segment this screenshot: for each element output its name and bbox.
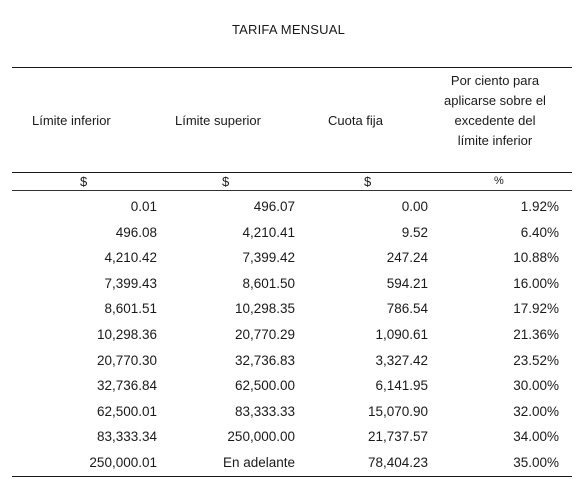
cell-percent: 6.40% [520, 224, 559, 240]
cell-upper-limit: 4,210.41 [242, 224, 295, 240]
header-upper-limit: Límite superior [175, 113, 261, 128]
cell-percent: 17.92% [513, 301, 559, 317]
cell-fixed-fee: 594.21 [386, 275, 428, 291]
cell-fixed-fee: 9.52 [401, 224, 428, 240]
cell-lower-limit: 10,298.36 [96, 326, 157, 342]
table-row [0, 400, 577, 426]
table-row [0, 349, 577, 375]
cell-percent: 32.00% [513, 403, 559, 419]
table-row [0, 451, 577, 477]
table-row [0, 374, 577, 400]
cell-upper-limit: En adelante [222, 454, 295, 470]
header-percent-line: aplicarse sobre el [444, 93, 546, 108]
cell-fixed-fee: 6,141.95 [375, 378, 428, 394]
cell-fixed-fee: 3,327.42 [375, 352, 428, 368]
currency-label-lower: $ [80, 174, 88, 189]
tariff-table-body [0, 195, 577, 477]
table-row [0, 246, 577, 272]
header-percent-line: excedente del [454, 113, 536, 128]
cell-upper-limit: 7,399.42 [242, 250, 295, 266]
cell-lower-limit: 7,399.43 [104, 275, 157, 291]
header-percent [432, 71, 558, 151]
cell-lower-limit: 62,500.01 [96, 403, 157, 419]
cell-upper-limit: 496.07 [253, 199, 295, 214]
cell-percent: 34.00% [513, 429, 559, 445]
cell-upper-limit: 62,500.00 [234, 378, 295, 394]
cell-fixed-fee: 15,070.90 [367, 403, 428, 419]
table-row [0, 195, 577, 221]
table-top-rule [12, 67, 572, 68]
table-row [0, 221, 577, 247]
currency-label-upper: $ [222, 174, 230, 189]
cell-percent: 30.00% [513, 378, 559, 394]
cell-fixed-fee: 21,737.57 [367, 429, 428, 445]
table-row [0, 425, 577, 451]
cell-lower-limit: 83,333.34 [96, 429, 157, 445]
cell-fixed-fee: 78,404.23 [367, 454, 428, 470]
cell-percent: 16.00% [513, 275, 559, 291]
table-row [0, 272, 577, 298]
cell-fixed-fee: 786.54 [386, 301, 428, 317]
currency-rule [12, 190, 572, 191]
cell-percent: 21.36% [513, 326, 559, 342]
currency-label-percent: % [494, 175, 504, 187]
cell-lower-limit: 250,000.01 [89, 454, 157, 470]
table-row [0, 297, 577, 323]
cell-lower-limit: 20,770.30 [96, 352, 157, 368]
header-percent-line: Por ciento para [450, 73, 540, 88]
currency-label-fixed: $ [364, 174, 372, 189]
cell-upper-limit: 10,298.35 [234, 301, 295, 317]
header-fixed-fee: Cuota fija [328, 113, 383, 128]
cell-percent: 1.92% [520, 199, 559, 214]
table-row [0, 323, 577, 349]
table-bottom-rule [12, 476, 572, 477]
cell-lower-limit: 0.01 [130, 199, 157, 214]
cell-upper-limit: 8,601.50 [242, 275, 295, 291]
cell-lower-limit: 32,736.84 [96, 378, 157, 394]
cell-percent: 23.52% [513, 352, 559, 368]
cell-lower-limit: 496.08 [115, 224, 157, 240]
cell-percent: 35.00% [513, 454, 559, 470]
cell-lower-limit: 4,210.42 [104, 250, 157, 266]
header-lower-limit: Límite inferior [32, 113, 111, 128]
cell-lower-limit: 8,601.51 [104, 301, 157, 317]
cell-fixed-fee: 247.24 [386, 250, 428, 266]
cell-fixed-fee: 0.00 [401, 199, 428, 214]
page-title: TARIFA MENSUAL [231, 22, 346, 37]
header-percent-line: límite inferior [457, 133, 533, 148]
cell-upper-limit: 32,736.83 [234, 352, 295, 368]
cell-percent: 10.88% [513, 250, 559, 266]
cell-upper-limit: 250,000.00 [227, 429, 295, 445]
header-rule [12, 172, 572, 173]
cell-upper-limit: 83,333.33 [234, 403, 295, 419]
cell-fixed-fee: 1,090.61 [375, 326, 428, 342]
cell-upper-limit: 20,770.29 [234, 326, 295, 342]
